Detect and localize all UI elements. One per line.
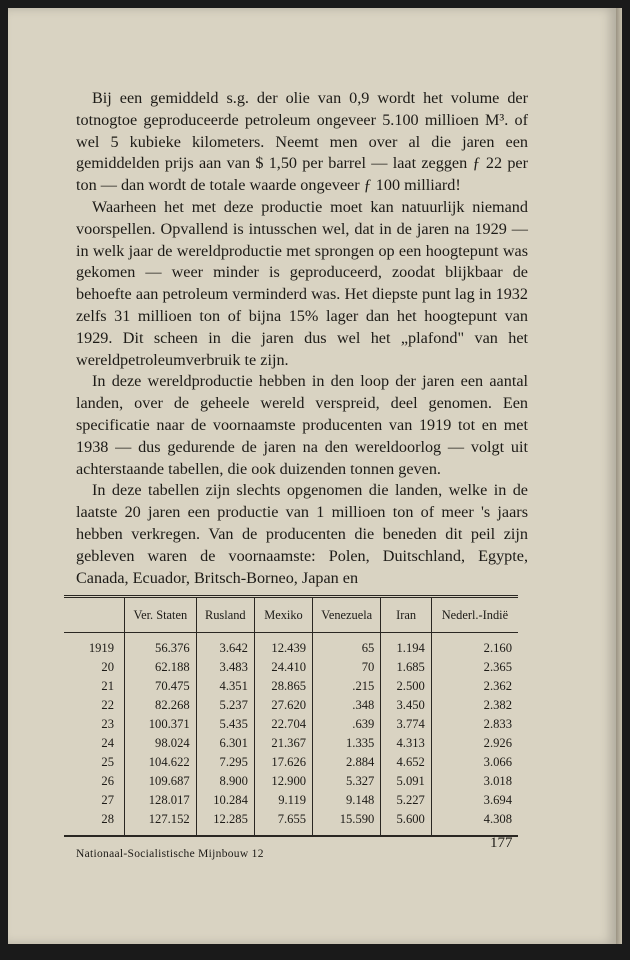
value-cell: 12.900 [254,772,312,791]
production-table-wrap [64,595,518,837]
table-header-row [64,597,518,633]
value-cell: 3.018 [431,772,518,791]
page-edge [616,8,622,944]
value-cell: 24.410 [254,658,312,677]
table-row [64,658,518,677]
value-cell: 21.367 [254,734,312,753]
value-cell: 3.066 [431,753,518,772]
value-cell: 9.119 [254,791,312,810]
table-row [64,633,518,659]
paragraph: In deze tabellen zijn slechts opgenomen die landen, welke in de laatste 20 jaren een productie van 1 millioen ton of meer 's jaars hebben verkregen. Van de producenten die beneden dit peil zijn gebleven waren de voornaamste: Polen, Duitschland, Egypte, Canada, Ecuador, Britsch-Borneo, Japan en [76,481,528,587]
value-cell: 5.227 [381,791,432,810]
value-cell: 109.687 [125,772,197,791]
page-number: 177 [490,835,513,851]
value-cell: 28.865 [254,677,312,696]
value-cell: 2.362 [431,677,518,696]
value-cell: 127.152 [125,810,197,836]
value-cell: 62.188 [125,658,197,677]
value-cell: 5.091 [381,772,432,791]
value-cell: 3.483 [196,658,254,677]
value-cell: .215 [313,677,381,696]
value-cell: .639 [313,715,381,734]
header-rusland: Rusland [196,597,254,633]
table-body [64,633,518,837]
value-cell: 2.382 [431,696,518,715]
year-cell: 26 [101,774,114,788]
header-venezuela: Venezuela [313,597,381,633]
footer-signature: Nationaal-Socialistische Mijnbouw 12 [76,848,264,860]
table-row [64,696,518,715]
value-cell: 7.295 [196,753,254,772]
value-cell: 1.685 [381,658,432,677]
value-cell: 1.335 [313,734,381,753]
value-cell: 2.926 [431,734,518,753]
value-cell: 2.365 [431,658,518,677]
header-ver-staten: Ver. Staten [125,597,197,633]
table-row [64,734,518,753]
value-cell: 5.237 [196,696,254,715]
value-cell: 12.439 [254,633,312,659]
header-nederl-indie: Nederl.-Indië [431,597,518,633]
value-cell: 8.900 [196,772,254,791]
value-cell: 100.371 [125,715,197,734]
year-cell: 24 [101,736,114,750]
value-cell: 7.655 [254,810,312,836]
value-cell: 98.024 [125,734,197,753]
value-cell: 104.622 [125,753,197,772]
value-cell: 82.268 [125,696,197,715]
paragraph: Bij een gemiddeld s.g. der olie van 0,9 wordt het volume der totnogtoe geproduceerde petroleum ongeveer 5.100 millioen M³. of wel 5 kubieke kilometers. Neemt men over al die jaren een gemiddelden prijs aan van $ 1,50 per barrel — laat zeggen ƒ 22 per ton — dan wordt de totale waarde ongeveer ƒ 100 milliard! [76,89,528,195]
year-cell: 27 [101,793,114,807]
value-cell: 5.327 [313,772,381,791]
value-cell: 56.376 [125,633,197,659]
value-cell: 3.694 [431,791,518,810]
value-cell: 17.626 [254,753,312,772]
year-cell: 28 [64,810,125,836]
value-cell: 3.642 [196,633,254,659]
value-cell: 27.620 [254,696,312,715]
value-cell: 4.351 [196,677,254,696]
value-cell: 2.500 [381,677,432,696]
production-table [64,595,518,837]
value-cell: 65 [313,633,381,659]
value-cell: 10.284 [196,791,254,810]
table-row [64,810,518,836]
value-cell: 2.833 [431,715,518,734]
value-cell: 4.308 [431,810,518,836]
header-mexiko: Mexiko [254,597,312,633]
value-cell: .348 [313,696,381,715]
header-iran: Iran [381,597,432,633]
value-cell: 70.475 [125,677,197,696]
table-row [64,677,518,696]
year-cell: 22 [101,698,114,712]
value-cell: 9.148 [313,791,381,810]
paragraph: In deze wereldproductie hebben in den loop der jaren een aantal landen, over de geheele wereld verspreid, deel genomen. Een specificatie naar de voornaamste producenten van 1919 tot en met 1938 — dus gedurende de jaren na den wereldoorlog — volgt uit achterstaande tabellen, die ook duizenden tonnen geven. [76,372,528,478]
year-cell: 21 [101,679,114,693]
value-cell: 2.884 [313,753,381,772]
year-cell: 20 [101,660,114,674]
year-cell: 23 [101,717,114,731]
value-cell: 4.652 [381,753,432,772]
value-cell: 22.704 [254,715,312,734]
year-cell: 1919 [88,641,114,655]
value-cell: 5.600 [381,810,432,836]
value-cell: 3.450 [381,696,432,715]
value-cell: 3.774 [381,715,432,734]
paragraph: Waarheen het met deze productie moet kan natuurlijk niemand voorspellen. Opvallend is intusschen wel, dat in de jaren na 1929 — in welk jaar de wereldproductie met sprongen op een hoogtepunt was gekomen — weer minder is geproduceerd, zoodat blijkbaar de behoefte aan petroleum verminderd was. Het diepste punt lag in 1932 zelfs 31 millioen ton of bijna 15% lager dan het hoogtepunt van 1929. Dit scheen in die jaren dus wel het „plafond" van het wereldpetroleumverbruik te zijn. [76,197,528,369]
value-cell: 6.301 [196,734,254,753]
value-cell: 12.285 [196,810,254,836]
body-text [76,88,528,589]
value-cell: 4.313 [381,734,432,753]
value-cell: 15.590 [313,810,381,836]
value-cell: 128.017 [125,791,197,810]
header-year [64,597,125,633]
value-cell: 5.435 [196,715,254,734]
value-cell: 70 [313,658,381,677]
table-row [64,772,518,791]
value-cell: 1.194 [381,633,432,659]
value-cell: 2.160 [431,633,518,659]
table-row [64,753,518,772]
year-cell: 25 [101,755,114,769]
table-row [64,715,518,734]
table-row [64,791,518,810]
